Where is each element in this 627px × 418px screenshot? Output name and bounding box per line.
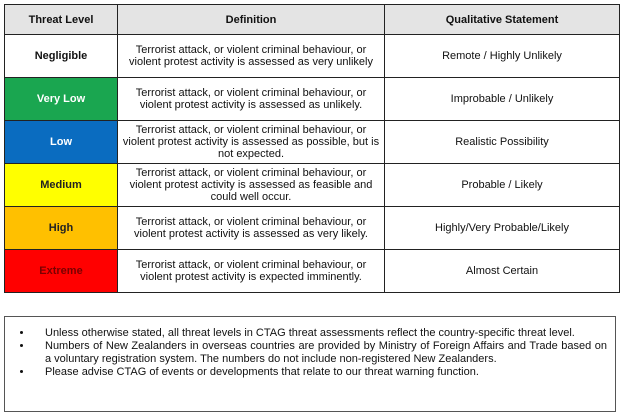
table-row [5,164,620,207]
threat-level-cell: Negligible [5,35,118,78]
definition-cell: Terrorist attack, or violent criminal behaviour, or violent protest activity is assessed as very likely. [118,207,385,250]
table-row [5,121,620,164]
qualitative-statement-cell: Realistic Possibility [385,121,620,164]
table-row [5,250,620,293]
qualitative-statement-cell: Remote / Highly Unlikely [385,35,620,78]
table-row [5,207,620,250]
definition-cell: Terrorist attack, or violent criminal behaviour, or violent protest activity is assessed as unlikely. [118,78,385,121]
note-item: • Please advise CTAG of events or developments that relate to our threat warning function. [33,366,607,379]
table-row [5,78,620,121]
qualitative-statement-cell: Almost Certain [385,250,620,293]
qualitative-statement-cell: Highly/Very Probable/Likely [385,207,620,250]
threat-level-cell: Medium [5,164,118,207]
threat-level-cell: Extreme [5,250,118,293]
threat-level-cell: Very Low [5,78,118,121]
header-threat-level: Threat Level [5,5,118,35]
threat-level-cell: Low [5,121,118,164]
threat-level-table [4,4,620,293]
header-definition: Definition [118,5,385,35]
notes-box [4,316,616,412]
note-item: • Numbers of New Zealanders in overseas countries are provided by Ministry of Foreign Affairs and Trade based on a voluntary registration system. The numbers do not include non-registered New Zealanders. [33,340,607,366]
header-qualitative-statement: Qualitative Statement [385,5,620,35]
definition-cell: Terrorist attack, or violent criminal behaviour, or violent protest activity is assessed as possible, but is not expected. [118,121,385,164]
qualitative-statement-cell: Probable / Likely [385,164,620,207]
qualitative-statement-cell: Improbable / Unlikely [385,78,620,121]
table-row [5,35,620,78]
note-item: • Unless otherwise stated, all threat levels in CTAG threat assessments reflect the country-specific threat level. [33,327,607,340]
table-header-row [5,5,620,35]
notes-list [5,327,615,379]
threat-level-cell: High [5,207,118,250]
definition-cell: Terrorist attack, or violent criminal behaviour, or violent protest activity is assessed as very unlikely [118,35,385,78]
definition-cell: Terrorist attack, or violent criminal behaviour, or violent protest activity is assessed as feasible and could well occur. [118,164,385,207]
definition-cell: Terrorist attack, or violent criminal behaviour, or violent protest activity is expected imminently. [118,250,385,293]
